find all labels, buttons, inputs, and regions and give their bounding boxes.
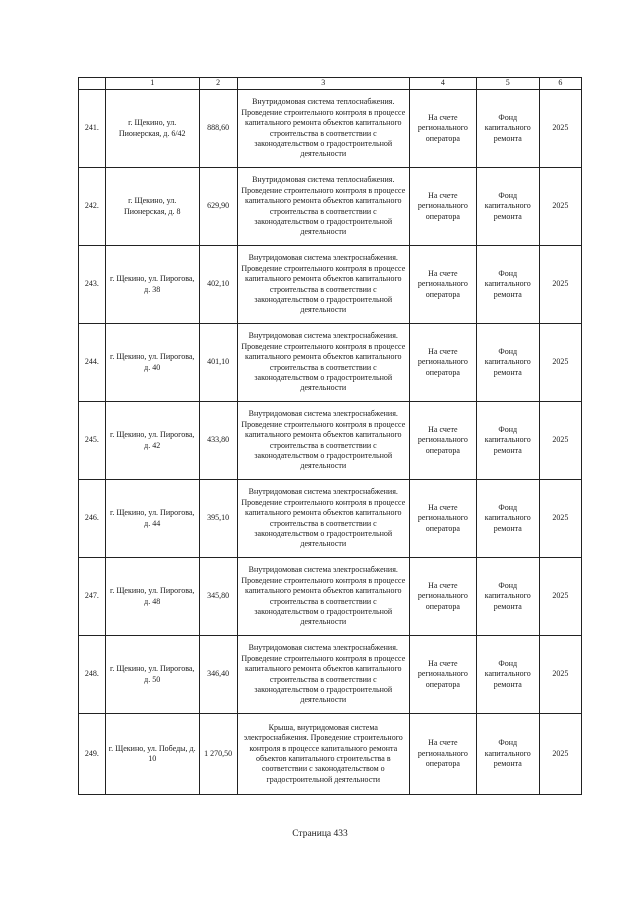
header-col-6: 6 (539, 78, 581, 90)
table-body (79, 90, 582, 795)
year-cell: 2025 (539, 714, 581, 795)
funding-account-cell: На счете регионального оператора (409, 402, 476, 480)
header-col-5: 5 (476, 78, 539, 90)
area-cell: 401,10 (199, 324, 237, 402)
header-blank-cell (79, 78, 106, 90)
area-cell: 345,80 (199, 558, 237, 636)
work-description-cell: Внутридомовая система электроснабжения. Проведение строительного контроля в процессе капитального ремонта объектов капитального строительства в соответствии с законодательством о градостроительной деятельности (237, 636, 409, 714)
row-number: 248. (79, 636, 106, 714)
header-col-3: 3 (237, 78, 409, 90)
row-number: 246. (79, 480, 106, 558)
row-number: 243. (79, 246, 106, 324)
table-row (79, 168, 582, 246)
address-cell: г. Щекино, ул. Пирогова, д. 50 (105, 636, 199, 714)
funding-source-cell: Фонд капитального ремонта (476, 714, 539, 795)
year-cell: 2025 (539, 558, 581, 636)
table-row (79, 480, 582, 558)
funding-source-cell: Фонд капитального ремонта (476, 90, 539, 168)
funding-account-cell: На счете регионального оператора (409, 480, 476, 558)
work-description-cell: Крыша, внутридомовая система электроснабжения. Проведение строительного контроля в процессе капитального ремонта объектов капитального строительства в соответствии с законодательством о градостроительной деятельности (237, 714, 409, 795)
address-cell: г. Щекино, ул. Пирогова, д. 48 (105, 558, 199, 636)
header-col-2: 2 (199, 78, 237, 90)
table-row (79, 558, 582, 636)
address-cell: г. Щекино, ул. Пирогова, д. 40 (105, 324, 199, 402)
repair-schedule-table (78, 77, 582, 795)
table-row (79, 402, 582, 480)
funding-source-cell: Фонд капитального ремонта (476, 168, 539, 246)
area-cell: 433,80 (199, 402, 237, 480)
area-cell: 1 270,50 (199, 714, 237, 795)
year-cell: 2025 (539, 480, 581, 558)
address-cell: г. Щекино, ул. Пирогова, д. 42 (105, 402, 199, 480)
year-cell: 2025 (539, 246, 581, 324)
table-row (79, 324, 582, 402)
header-col-4: 4 (409, 78, 476, 90)
work-description-cell: Внутридомовая система электроснабжения. Проведение строительного контроля в процессе капитального ремонта объектов капитального строительства в соответствии с законодательством о градостроительной деятельности (237, 324, 409, 402)
funding-account-cell: На счете регионального оператора (409, 714, 476, 795)
area-cell: 395,10 (199, 480, 237, 558)
funding-source-cell: Фонд капитального ремонта (476, 402, 539, 480)
funding-account-cell: На счете регионального оператора (409, 324, 476, 402)
funding-account-cell: На счете регионального оператора (409, 90, 476, 168)
funding-account-cell: На счете регионального оператора (409, 246, 476, 324)
header-col-1: 1 (105, 78, 199, 90)
row-number: 244. (79, 324, 106, 402)
funding-source-cell: Фонд капитального ремонта (476, 246, 539, 324)
funding-account-cell: На счете регионального оператора (409, 636, 476, 714)
page-number: Страница 433 (292, 829, 348, 839)
table-row (79, 246, 582, 324)
column-number-row (79, 78, 582, 90)
row-number: 241. (79, 90, 106, 168)
address-cell: г. Щекино, ул. Пирогова, д. 44 (105, 480, 199, 558)
year-cell: 2025 (539, 168, 581, 246)
area-cell: 629,90 (199, 168, 237, 246)
table-row (79, 636, 582, 714)
area-cell: 888,60 (199, 90, 237, 168)
funding-source-cell: Фонд капитального ремонта (476, 324, 539, 402)
work-description-cell: Внутридомовая система электроснабжения. Проведение строительного контроля в процессе капитального ремонта объектов капитального строительства в соответствии с законодательством о градостроительной деятельности (237, 480, 409, 558)
work-description-cell: Внутридомовая система электроснабжения. Проведение строительного контроля в процессе капитального ремонта объектов капитального строительства в соответствии с законодательством о градостроительной деятельности (237, 246, 409, 324)
row-number: 245. (79, 402, 106, 480)
row-number: 247. (79, 558, 106, 636)
table-row (79, 714, 582, 795)
work-description-cell: Внутридомовая система теплоснабжения. Проведение строительного контроля в процессе капитального ремонта объектов капитального строительства в соответствии с законодательством о градостроительной деятельности (237, 90, 409, 168)
area-cell: 402,10 (199, 246, 237, 324)
funding-source-cell: Фонд капитального ремонта (476, 558, 539, 636)
year-cell: 2025 (539, 636, 581, 714)
address-cell: г. Щекино, ул. Пионерская, д. 6/42 (105, 90, 199, 168)
row-number: 242. (79, 168, 106, 246)
table-row (79, 90, 582, 168)
work-description-cell: Внутридомовая система теплоснабжения. Проведение строительного контроля в процессе капитального ремонта объектов капитального строительства в соответствии с законодательством о градостроительной деятельности (237, 168, 409, 246)
funding-account-cell: На счете регионального оператора (409, 558, 476, 636)
year-cell: 2025 (539, 324, 581, 402)
funding-source-cell: Фонд капитального ремонта (476, 480, 539, 558)
area-cell: 346,40 (199, 636, 237, 714)
funding-account-cell: На счете регионального оператора (409, 168, 476, 246)
address-cell: г. Щекино, ул. Победы, д. 10 (105, 714, 199, 795)
address-cell: г. Щекино, ул. Пионерская, д. 8 (105, 168, 199, 246)
row-number: 249. (79, 714, 106, 795)
year-cell: 2025 (539, 90, 581, 168)
work-description-cell: Внутридомовая система электроснабжения. Проведение строительного контроля в процессе капитального ремонта объектов капитального строительства в соответствии с законодательством о градостроительной деятельности (237, 558, 409, 636)
funding-source-cell: Фонд капитального ремонта (476, 636, 539, 714)
address-cell: г. Щекино, ул. Пирогова, д. 38 (105, 246, 199, 324)
work-description-cell: Внутридомовая система электроснабжения. Проведение строительного контроля в процессе капитального ремонта объектов капитального строительства в соответствии с законодательством о градостроительной деятельности (237, 402, 409, 480)
year-cell: 2025 (539, 402, 581, 480)
